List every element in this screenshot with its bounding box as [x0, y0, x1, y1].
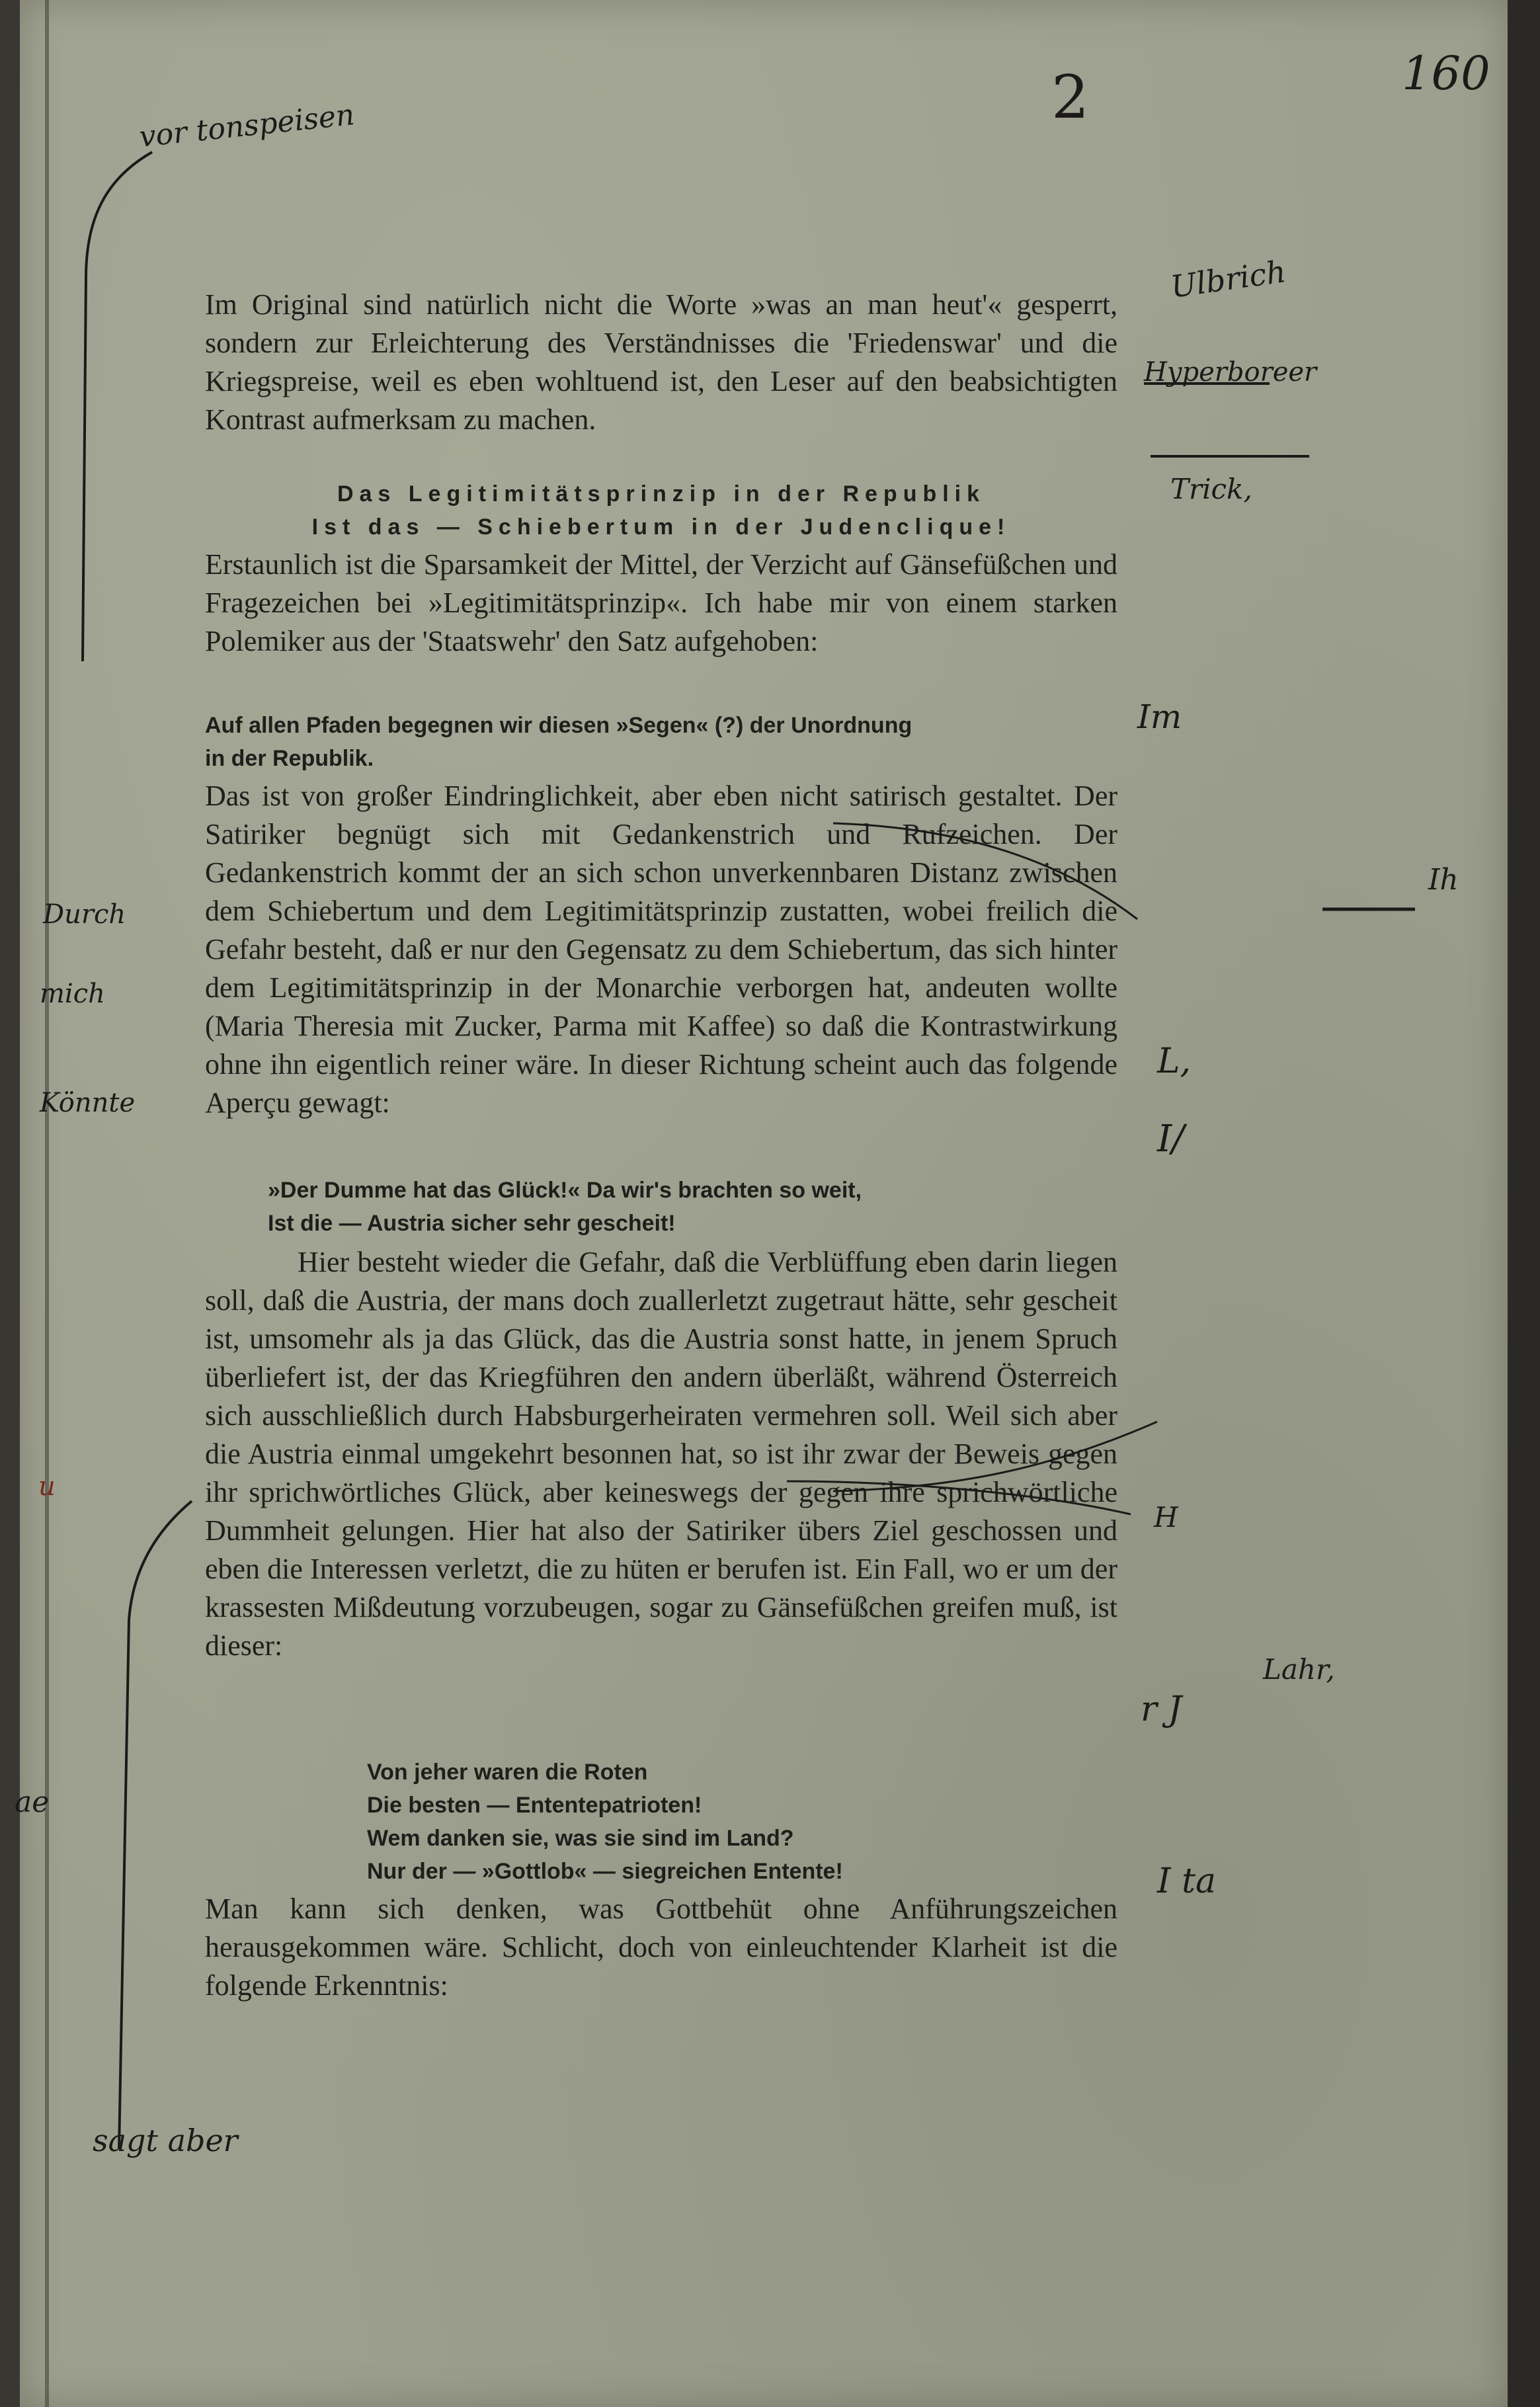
- margin-note-right-6: L,: [1157, 1041, 1192, 1081]
- quote-1-line-2: in der Republik.: [205, 746, 374, 771]
- typed-page-number: 2: [1051, 63, 1090, 132]
- connector-line-1: [833, 823, 1137, 919]
- folio-number: 160: [1402, 46, 1490, 101]
- connector-line-3: [787, 1481, 1131, 1514]
- margin-note-right-7: I/: [1157, 1118, 1184, 1161]
- poem-line-2: Die besten — Ententepatrioten!: [367, 1793, 702, 1818]
- margin-note-left-6: sagt aber: [93, 2123, 238, 2158]
- paragraph-1-text: Im Original sind natürlich nicht die Worte »was an man heut'« gesperrt, sondern zur Erleichterung des Verständnisses die 'Friedenswar' und die Kriegspreise, weil es eben wohltuend ist, den Leser auf den beabsichtigten Kontrast aufmerksam zu machen.: [205, 288, 1117, 436]
- paragraph-2-text: Erstaunlich ist die Sparsamkeit der Mittel, der Verzicht auf Gänsefüßchen und Fragezeichen bei »Legitimitätsprinzip«. Ich habe mir von einem starken Polemiker aus der 'Staatswehr' den Satz aufgehoben:: [205, 548, 1117, 657]
- margin-note-left-2: mich: [40, 979, 105, 1009]
- margin-note-right-3: Trick,: [1170, 473, 1252, 505]
- manuscript-page: [15, 0, 1508, 2407]
- paragraph-5-text: Man kann sich denken, was Gottbehüt ohne Anführungszeichen herausgekommen wäre. Schlicht, doch von einleuchtender Klarheit ist die folgende Erkenntnis:: [205, 1893, 1117, 2002]
- margin-note-right-11: I ta: [1157, 1861, 1216, 1901]
- margin-note-right-4: Im: [1137, 698, 1182, 736]
- margin-note-right-2: Hyperboreer: [1144, 357, 1317, 388]
- margin-note-left-5: ae: [15, 1785, 50, 1819]
- handwritten-strokes: [20, 0, 1508, 2407]
- connector-line-2: [833, 1422, 1157, 1491]
- margin-note-left-3: Könnte: [40, 1088, 136, 1118]
- left-margin-bracket-top: [83, 152, 152, 661]
- left-margin-bracket-bottom: [119, 1501, 192, 2149]
- top-handwritten-note: vor tonspeisen: [138, 98, 356, 154]
- headline-line-2: Ist das — Schiebertum in der Judenclique!: [311, 514, 1011, 540]
- margin-note-right-8: H: [1154, 1501, 1178, 1533]
- poem-line-1: Von jeher waren die Roten: [367, 1760, 648, 1785]
- quote-1-line-1: Auf allen Pfaden begegnen wir diesen »Segen« (?) der Unordnung: [205, 713, 912, 738]
- margin-note-right-10: Lahr,: [1263, 1653, 1335, 1686]
- margin-note-right-5: Ih: [1428, 863, 1459, 897]
- margin-note-left-1: Durch: [43, 899, 126, 930]
- paragraph-3-text: Das ist von großer Eindringlichkeit, aber eben nicht satirisch gestaltet. Der Satiriker begnügt sich mit Gedankenstrich und Rufzeichen. Der Gedankenstrich kommt der an sich schon unverkennbaren Distanz zwischen dem Schiebertum und dem Legitimitätsprinzip zustatten, wobei freilich die Gefahr besteht, daß er nur den Gegensatz zu dem Schiebertum, das sich hinter dem Legitimitätsprinzip in der Monarchie verborgen hat, andeuten wollte (Maria Theresia mit Zucker, Parma mit Kaffee) so daß die Kontrastwirkung ohne ihn eigentlich reiner wäre. In dieser Richtung scheint auch das folgende Aperçu gewagt:: [205, 780, 1117, 1119]
- margin-note-left-4: u: [38, 1471, 56, 1502]
- poem-line-4: Nur der — »Gottlob« — siegreichen Entente!: [367, 1859, 843, 1884]
- paragraph-4-text: Hier besteht wieder die Gefahr, daß die Verblüffung eben darin liegen soll, daß die Austria, der mans doch zuallerletzt zugetraut hätte, sehr gescheit ist, umsomehr als ja das Glück, das die Austria sonst hatte, in jenem Spruch überliefert ist, der das Kriegführen den andern überläßt, während Österreich sich ausschließlich durch Habsburgerheiraten vermehren soll. Weil sich aber die Austria einmal umgekehrt besonnen hat, so ist ihr zwar der Beweis gegen ihr sprichwörtliches Glück, aber keineswegs der gegen ihre sprichwörtliche Dummheit gelungen. Hier hat also der Satiriker übers Ziel geschossen und eben die Interessen verletzt, die zu hüten er berufen ist. Ein Fall, wo er um der krassesten Mißdeutung vorzubeugen, sogar zu Gänsefüßchen greifen muß, ist dieser:: [205, 1246, 1117, 1662]
- quote-2-line-1: »Der Dumme hat das Glück!« Da wir's brachten so weit,: [268, 1178, 862, 1203]
- margin-note-right-1: Ulbrich: [1168, 253, 1288, 305]
- headline-line-1: Das Legitimitätsprinzip in der Republik: [337, 481, 986, 507]
- quote-2-line-2: Ist die — Austria sicher sehr gescheit!: [268, 1211, 676, 1236]
- poem-line-3: Wem danken sie, was sie sind im Land?: [367, 1826, 794, 1851]
- margin-note-right-9: r J: [1141, 1690, 1182, 1729]
